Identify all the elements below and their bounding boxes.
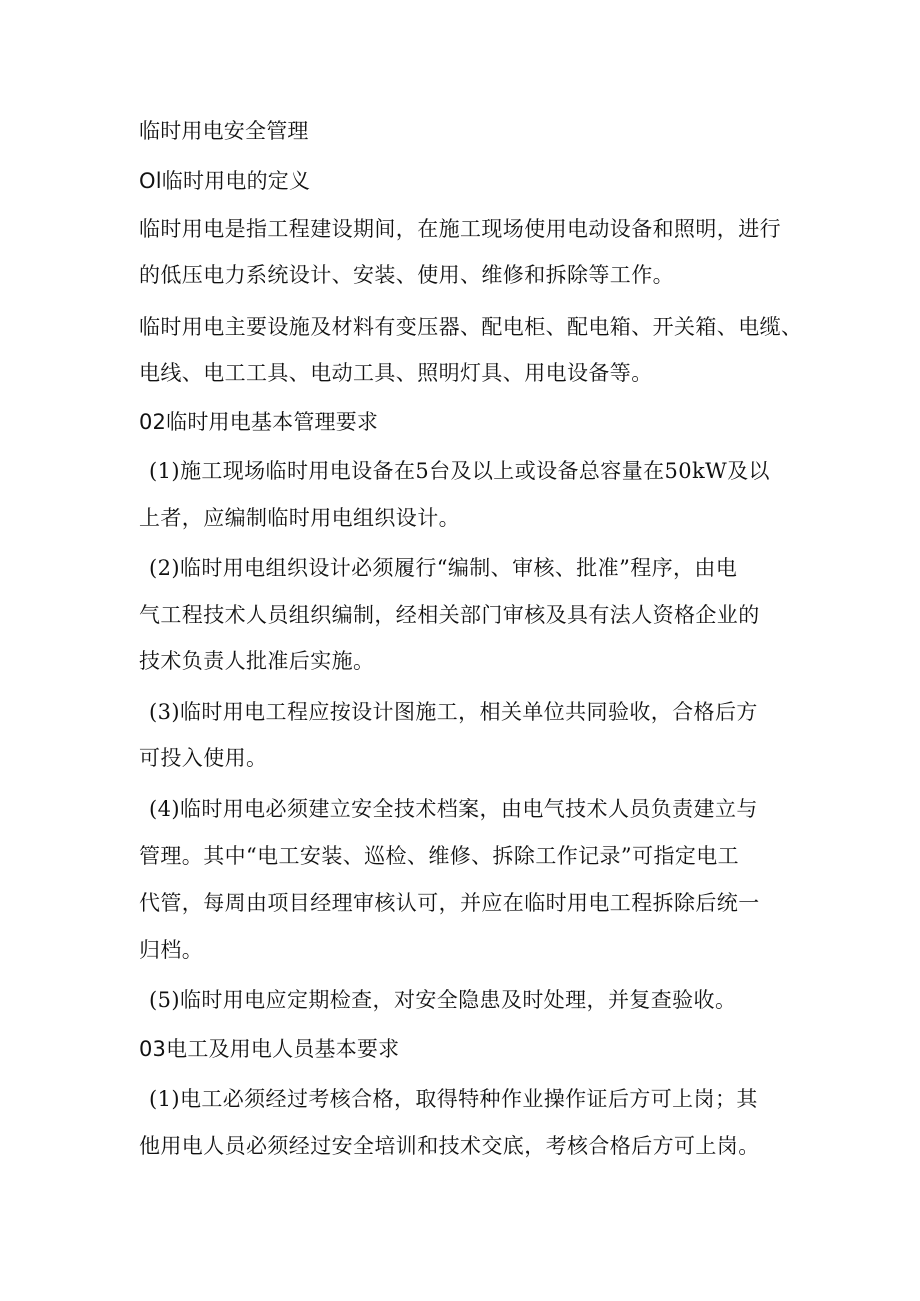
item-4-line-4: 归档。: [139, 938, 204, 962]
section-heading-3: 03电工及用电人员基本要求: [139, 1037, 400, 1061]
electrician-item-1-line-1: (1)电工必须经过考核合格，取得特种作业操作证后方可上岗；其: [149, 1087, 758, 1111]
electrician-item-1-line-2: 他用电人员必须经过安全培训和技术交底，考核合格后方可上岗。: [139, 1134, 760, 1158]
item-4-line-1: (4)临时用电必须建立安全技术档案，由电气技术人员负责建立与: [149, 797, 758, 821]
paragraph-1-line-2: 的低压电力系统设计、安装、使用、维修和拆除等工作。: [139, 263, 674, 287]
paragraph-2-line-2: 电线、电工工具、电动工具、照明灯具、用电设备等。: [139, 361, 653, 385]
item-1-line-2: 上者，应编制临时用电组织设计。: [139, 506, 460, 530]
item-3-line-1: (3)临时用电工程应按设计图施工，相关单位共同验收，合格后方: [149, 700, 758, 724]
item-4-line-2: 管理。其中“电工安装、巡检、维修、拆除工作记录”可指定电工: [139, 844, 740, 868]
item-5-line-1: (5)临时用电应定期检查，对安全隐患及时处理，并复查验收。: [149, 988, 737, 1012]
item-3-line-2: 可投入使用。: [139, 746, 268, 770]
paragraph-1-line-1: 临时用电是指工程建设期间，在施工现场使用电动设备和照明，进行: [139, 217, 781, 241]
item-4-line-3: 代管，每周由项目经理审核认可，并应在临时用电工程拆除后统一: [139, 891, 760, 915]
page-title: 临时用电安全管理: [139, 119, 309, 143]
section-heading-1: Ol临时用电的定义: [139, 169, 311, 193]
item-1-line-1: (1)施工现场临时用电设备在5台及以上或设备总容量在50kW及以: [149, 459, 770, 483]
item-2-line-2: 气工程技术人员组织编制，经相关部门审核及具有法人资格企业的: [139, 603, 760, 627]
item-2-line-1: (2)临时用电组织设计必须履行“编制、审核、批准”程序，由电: [149, 556, 738, 580]
paragraph-2-line-1: 临时用电主要设施及材料有变压器、配电柜、配电箱、开关箱、电缆、: [139, 315, 803, 339]
item-2-line-3: 技术负责人批准后实施。: [139, 649, 375, 673]
section-heading-2: 02临时用电基本管理要求: [139, 410, 379, 434]
